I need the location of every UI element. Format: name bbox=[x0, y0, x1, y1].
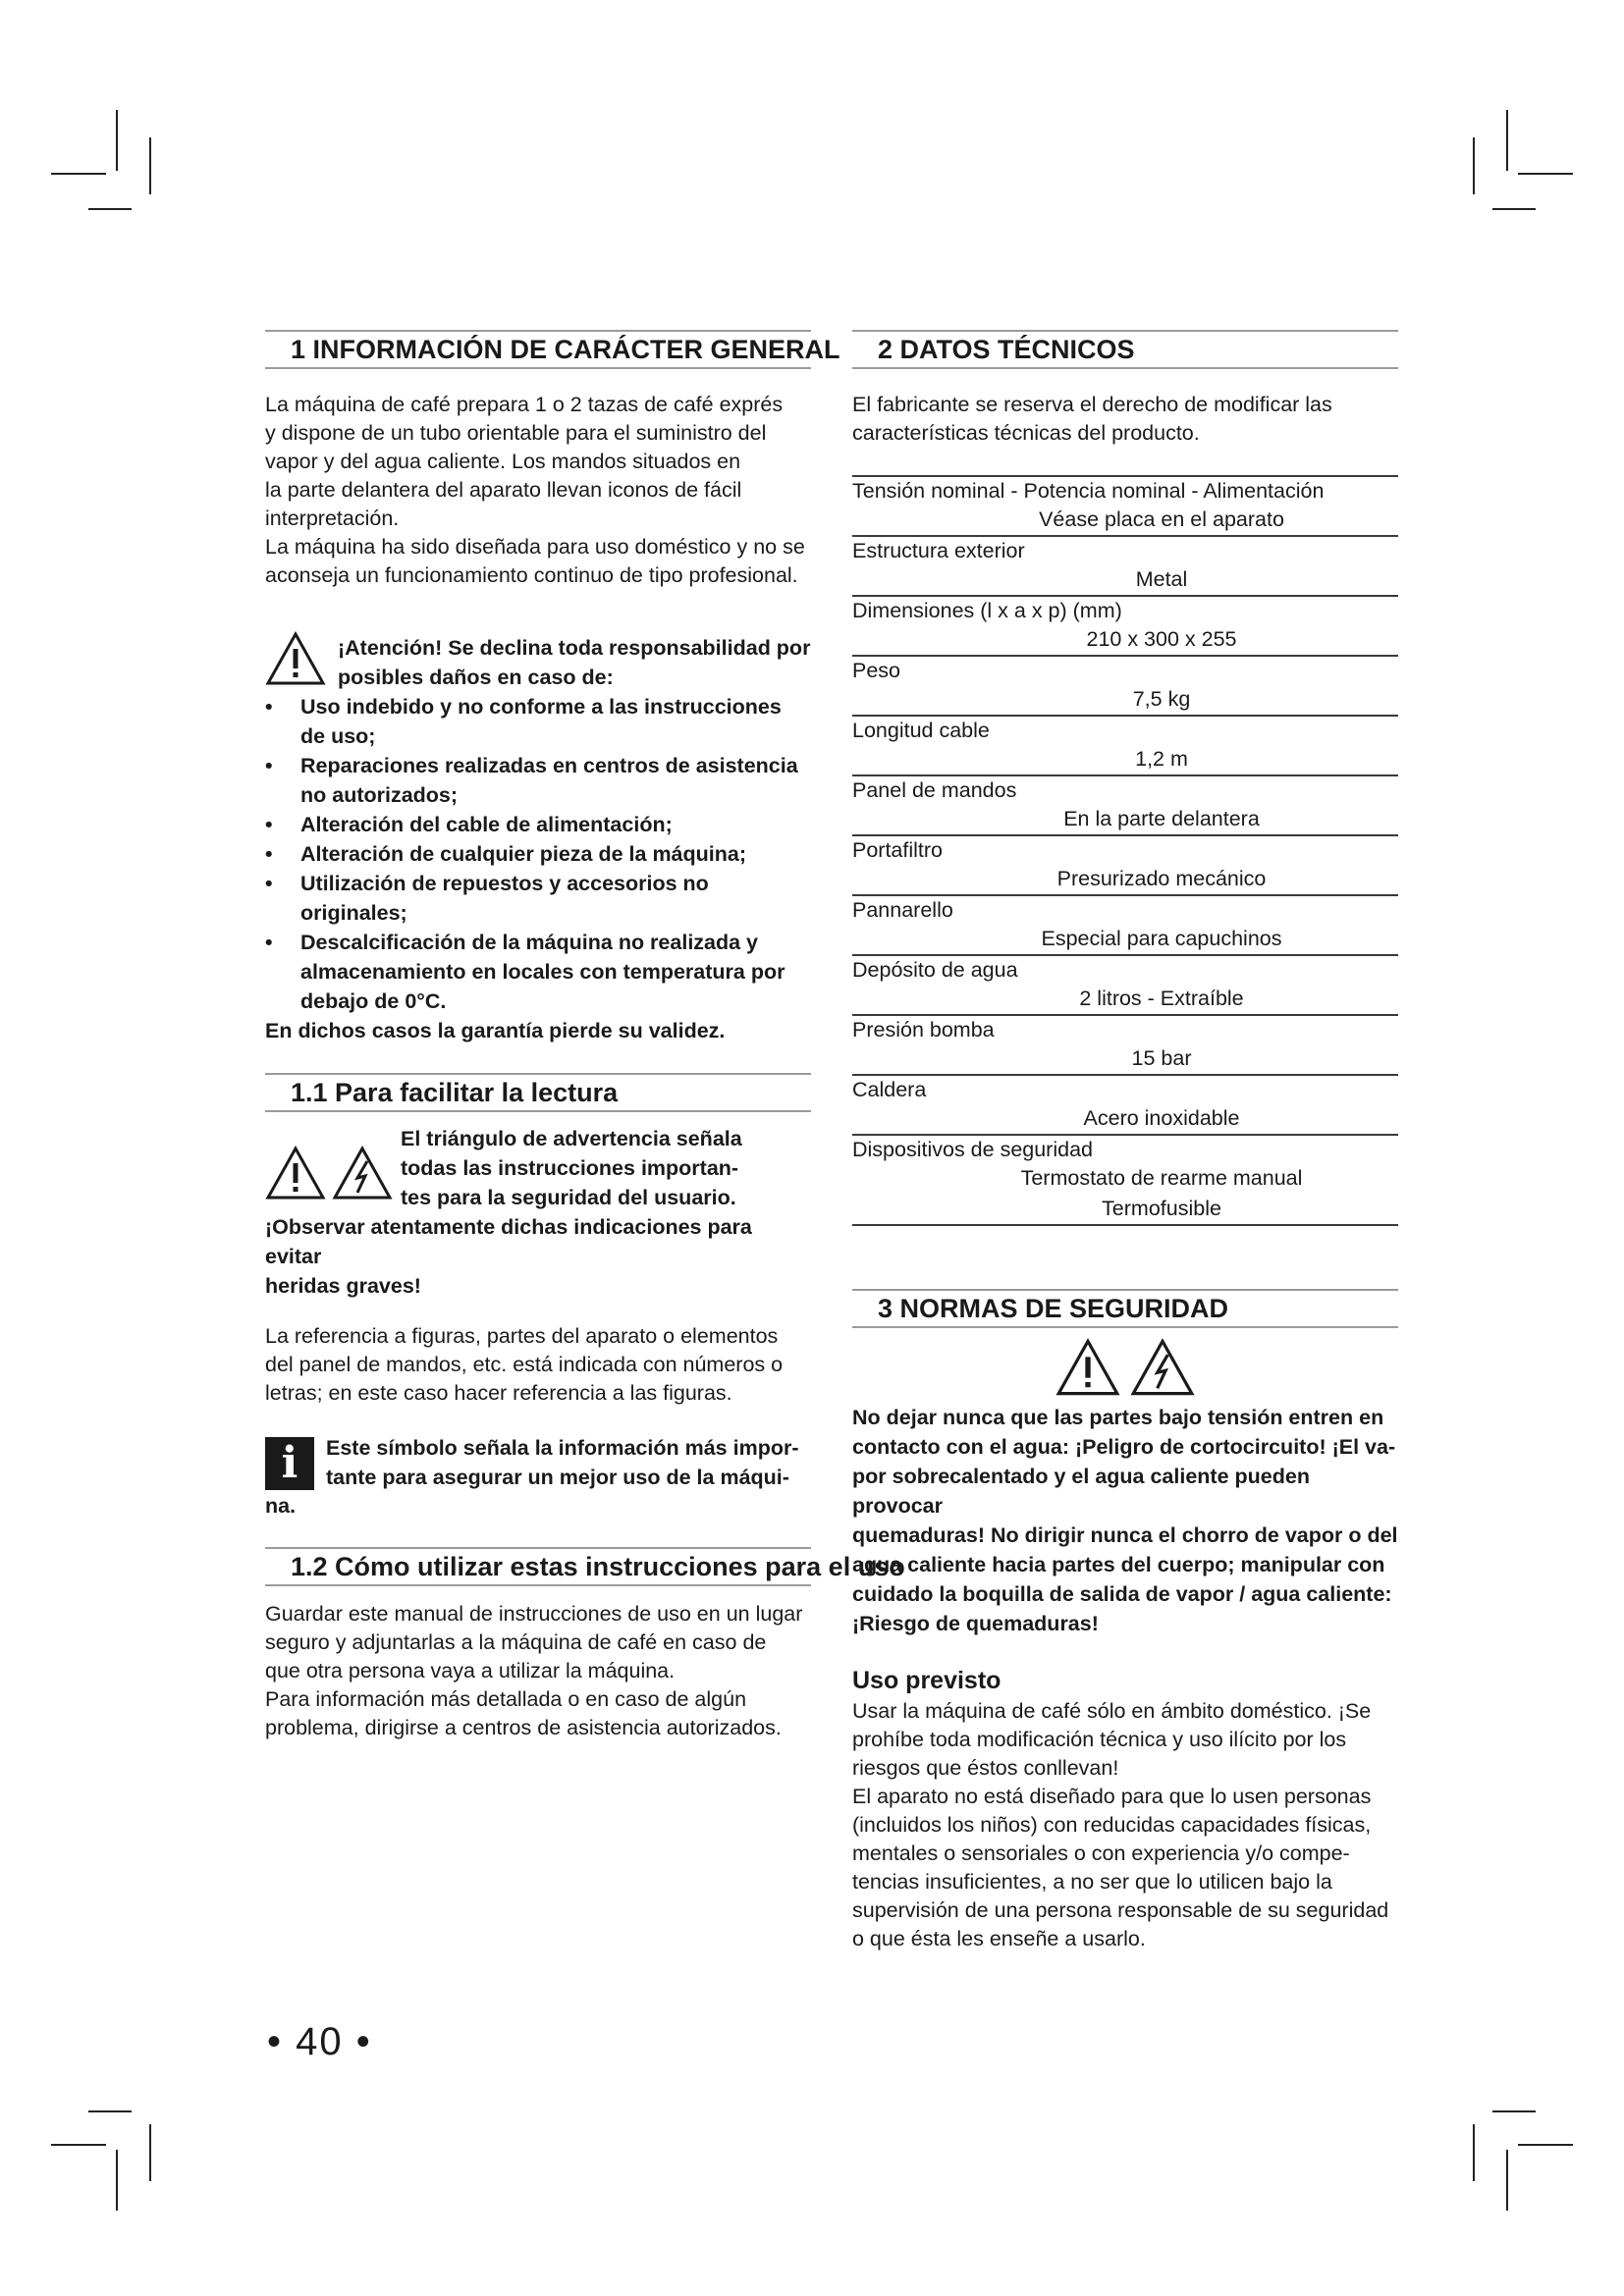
section-1-2-heading: 1.2 Cómo utilizar estas instrucciones para el uso bbox=[265, 1547, 811, 1586]
spec-label: Caldera bbox=[852, 1074, 1398, 1103]
spec-value: 2 litros - Extraíble bbox=[1079, 987, 1244, 1010]
text-line: na. bbox=[265, 1494, 297, 1518]
section-1-1-heading: 1.1 Para facilitar la lectura bbox=[265, 1073, 811, 1112]
text-line: del panel de mandos, etc. está indicada con números o bbox=[265, 1353, 784, 1376]
text-line: o que ésta les enseñe a usarlo. bbox=[852, 1927, 1146, 1950]
text-line: La máquina ha sido diseñada para uso doméstico y no se bbox=[265, 535, 805, 559]
spec-label: Tensión nominal - Potencia nominal - Alimentación bbox=[852, 475, 1398, 505]
electric-hazard-icon bbox=[332, 1146, 393, 1201]
spec-label: Estructura exterior bbox=[852, 535, 1398, 564]
danger-block bbox=[852, 1403, 1398, 1638]
warning-block bbox=[265, 631, 811, 692]
text-line: tencias insuficientes, a no ser que lo utilicen bajo la bbox=[852, 1870, 1332, 1894]
list-item: • Alteración de cualquier pieza de la máquina; bbox=[265, 839, 811, 869]
text-line: interpretación. bbox=[265, 507, 400, 530]
text-line: agua caliente hacia partes del cuerpo; manipular con bbox=[852, 1553, 1385, 1576]
intended-use-heading: Uso previsto bbox=[852, 1667, 1001, 1694]
text-line: características técnicas del producto. bbox=[852, 421, 1200, 445]
right-column bbox=[852, 330, 1398, 1953]
text-line: prohíbe toda modificación técnica y uso ilícito por los bbox=[852, 1728, 1347, 1751]
text-line: ¡Riesgo de quemaduras! bbox=[852, 1612, 1099, 1635]
spec-label: Dimensiones (l x a x p) (mm) bbox=[852, 595, 1398, 624]
info-block bbox=[265, 1433, 811, 1492]
text-line: aconseja un funcionamiento continuo de tipo profesional. bbox=[265, 563, 798, 587]
text-line: todas las instrucciones importan- bbox=[401, 1156, 739, 1180]
list-item: • Uso indebido y no conforme a las instrucciones de uso; bbox=[265, 692, 811, 751]
text-line: Guardar este manual de instrucciones de uso en un lugar bbox=[265, 1602, 803, 1626]
warning-triangle-icon bbox=[265, 631, 326, 686]
spec-value: 210 x 300 x 255 bbox=[1086, 627, 1237, 651]
spec-value: Metal bbox=[1135, 567, 1188, 591]
text-line: vapor y del agua caliente. Los mandos situados en bbox=[265, 450, 741, 473]
text-line: ¡Observar atentamente dichas indicaciones para evitar bbox=[265, 1215, 752, 1268]
spec-value: 15 bar bbox=[1131, 1046, 1192, 1070]
spec-value: En la parte delantera bbox=[1063, 807, 1260, 830]
spec-value: Termostato de rearme manual bbox=[1020, 1166, 1303, 1190]
info-icon: i bbox=[265, 1437, 314, 1490]
spec-label: Pannarello bbox=[852, 894, 1398, 924]
text-line: la parte delantera del aparato llevan iconos de fácil bbox=[265, 478, 742, 502]
spec-value: Véase placa en el aparato bbox=[1039, 507, 1284, 531]
text-line: heridas graves! bbox=[265, 1274, 421, 1298]
text-line: tante para asegurar un mejor uso de la máqui- bbox=[326, 1466, 789, 1489]
text-line: problema, dirigirse a centros de asistencia autorizados. bbox=[265, 1716, 782, 1739]
text-line: mentales o sensoriales o con experiencia y/o compe- bbox=[852, 1842, 1350, 1865]
electric-hazard-icon bbox=[1130, 1338, 1195, 1397]
list-item: • Reparaciones realizadas en centros de asistencia no autorizados; bbox=[265, 751, 811, 810]
text-line: El fabricante se reserva el derecho de modificar las bbox=[852, 393, 1332, 416]
text-line: supervisión de una persona responsable de su seguridad bbox=[852, 1898, 1389, 1922]
spec-label: Depósito de agua bbox=[852, 954, 1398, 984]
text-line: No dejar nunca que las partes bajo tensión entren en bbox=[852, 1406, 1384, 1429]
text-line: El triángulo de advertencia señala bbox=[401, 1127, 742, 1150]
page-number: • 40 • bbox=[267, 2020, 372, 2063]
text-line: Usar la máquina de café sólo en ámbito doméstico. ¡Se bbox=[852, 1699, 1372, 1723]
safety-icons bbox=[852, 1328, 1398, 1403]
warning-triangle-icon bbox=[265, 1146, 326, 1201]
list-item: • Descalcificación de la máquina no realizada y almacenamiento en locales con temperatura por debajo de 0°C. bbox=[265, 928, 811, 1016]
text-line: cuidado la boquilla de salida de vapor / agua caliente: bbox=[852, 1582, 1392, 1606]
text-line: Este símbolo señala la información más impor- bbox=[326, 1436, 799, 1460]
text-line: por sobrecalentado y el agua caliente pueden provocar bbox=[852, 1465, 1310, 1518]
text-line: La máquina de café prepara 1 o 2 tazas de café exprés bbox=[265, 393, 784, 416]
responsibility-list bbox=[265, 692, 811, 1016]
technical-data-table bbox=[852, 475, 1398, 1226]
spec-value: 1,2 m bbox=[1135, 747, 1188, 771]
warranty-note: En dichos casos la garantía pierde su validez. bbox=[265, 1019, 726, 1042]
section-1-body bbox=[265, 391, 811, 590]
text-line: seguro y adjuntarlas a la máquina de café en caso de bbox=[265, 1630, 767, 1654]
spec-value: Especial para capuchinos bbox=[1041, 927, 1282, 950]
text-line: tes para la seguridad del usuario. bbox=[401, 1186, 736, 1209]
spec-label: Longitud cable bbox=[852, 715, 1398, 744]
warning-triangle-icon bbox=[1056, 1338, 1120, 1397]
spec-value: Termofusible bbox=[1102, 1197, 1221, 1220]
spec-label: Dispositivos de seguridad bbox=[852, 1134, 1398, 1163]
spec-value: Acero inoxidable bbox=[1083, 1106, 1240, 1130]
warning-title: ¡Atención! Se declina toda responsabilidad por bbox=[338, 636, 811, 660]
triangle-info-block bbox=[265, 1124, 811, 1212]
text-line: que otra persona vaya a utilizar la máquina. bbox=[265, 1659, 676, 1682]
section-3-heading: 3 NORMAS DE SEGURIDAD bbox=[852, 1289, 1398, 1328]
section-2-heading: 2 DATOS TÉCNICOS bbox=[852, 330, 1398, 369]
spec-label: Presión bomba bbox=[852, 1014, 1398, 1043]
text-line: contacto con el agua: ¡Peligro de cortocircuito! ¡El va- bbox=[852, 1435, 1396, 1459]
text-line: El aparato no está diseñado para que lo usen personas bbox=[852, 1785, 1372, 1808]
section-1-heading: 1 INFORMACIÓN DE CARÁCTER GENERAL bbox=[265, 330, 811, 369]
spec-value: 7,5 kg bbox=[1132, 687, 1191, 711]
list-item: • Alteración del cable de alimentación; bbox=[265, 810, 811, 839]
spec-label: Portafiltro bbox=[852, 834, 1398, 864]
text-line: Para información más detallada o en caso de algún bbox=[265, 1687, 747, 1711]
spec-label: Peso bbox=[852, 655, 1398, 684]
list-item: • Utilización de repuestos y accesorios no originales; bbox=[265, 869, 811, 928]
text-line: quemaduras! No dirigir nunca el chorro de vapor o del bbox=[852, 1523, 1398, 1547]
spec-value: Presurizado mecánico bbox=[1056, 867, 1267, 890]
text-line: riesgos que éstos conllevan! bbox=[852, 1756, 1119, 1780]
spec-label: Panel de mandos bbox=[852, 774, 1398, 804]
text-line: y dispone de un tubo orientable para el suministro del bbox=[265, 421, 767, 445]
text-line: (incluidos los niños) con reducidas capacidades físicas, bbox=[852, 1813, 1372, 1837]
text-line: letras; en este caso hacer referencia a las figuras. bbox=[265, 1381, 732, 1405]
warning-title: posibles daños en caso de: bbox=[338, 666, 614, 689]
text-line: La referencia a figuras, partes del aparato o elementos bbox=[265, 1324, 779, 1348]
